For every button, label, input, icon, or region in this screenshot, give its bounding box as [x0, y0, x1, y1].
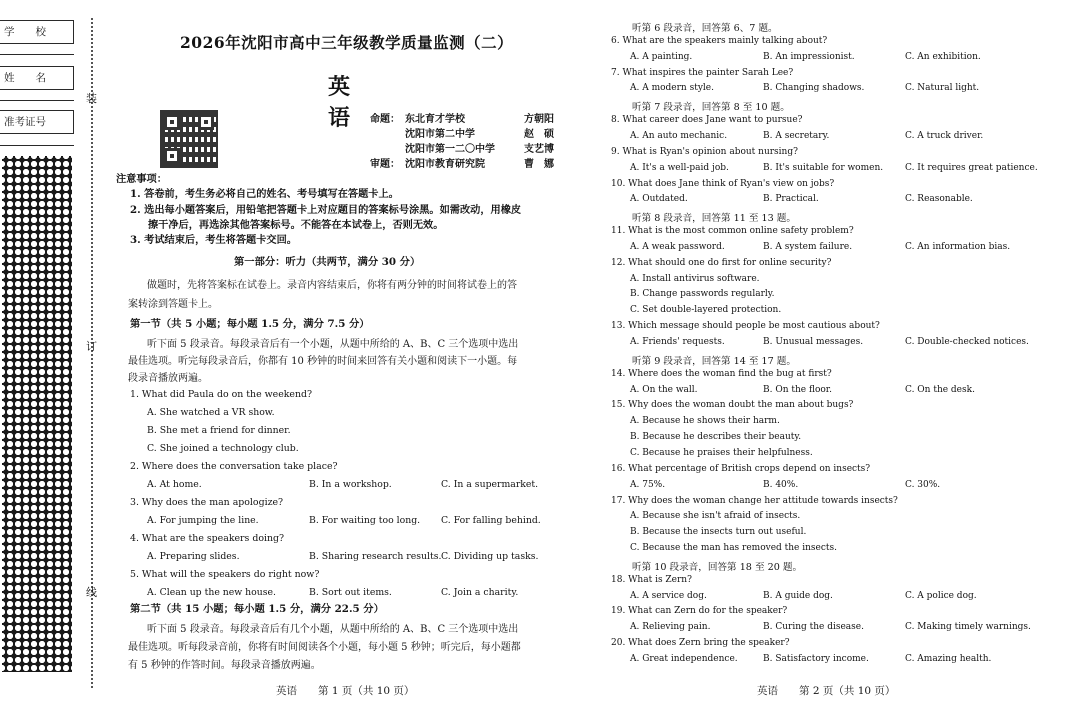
answer-option: B. It's suitable for women. — [763, 162, 884, 173]
answer-option: B. Practical. — [763, 194, 819, 205]
name-blank-line — [0, 100, 74, 101]
anti-copy-pattern — [2, 156, 72, 672]
question-stem: 18. What is Zern? — [611, 574, 692, 585]
exam-id-label: 准考证号 — [0, 110, 74, 134]
section2-heading: 第二节（共 15 小题；每小题 1.5 分，满分 22.5 分） — [130, 603, 384, 615]
section1-intro: 听下面 5 段录音。每段录音后有一个小题，从题中所给的 A、B、C 三个选项中选出 — [147, 339, 519, 350]
answer-option: A. Great independence. — [630, 654, 738, 664]
author-role-proposer: 命题： — [370, 114, 400, 125]
question-stem: 7. What inspires the painter Sarah Lee? — [611, 67, 794, 78]
answer-option: A. A service dog. — [630, 590, 707, 601]
section1-intro: 段录音播放两遍。 — [128, 373, 208, 384]
answer-option: C. Set double-layered protection. — [630, 305, 782, 316]
section2-intro: 最佳选项。听每段录音前，你将有时间阅读各个小题，每小题 5 秒钟；听完后，每小题都 — [128, 642, 521, 653]
answer-option: A. She watched a VR show. — [147, 407, 275, 418]
school-label: 学 校 — [0, 20, 74, 44]
page2-footer: 英语 第 2 页（共 10 页） — [757, 685, 896, 697]
recording-instruction: 听第 10 段录音，回答第 18 至 20 题。 — [632, 561, 803, 573]
section2-intro: 有 5 秒钟的作答时间。每段录音播放两遍。 — [128, 660, 321, 671]
answer-option: B. Changing shadows. — [763, 83, 865, 94]
author-name: 曹 娜 — [524, 159, 554, 170]
answer-option: B. A secretary. — [763, 130, 830, 141]
question-stem: 16. What percentage of British crops depend on insects? — [611, 463, 871, 474]
answer-option: C. For falling behind. — [441, 515, 541, 526]
question-stem: 13. Which message should people be most cautious about? — [611, 321, 880, 332]
question-stem: 19. What can Zern do for the speaker? — [611, 606, 788, 617]
notes-item: 擦干净后，再选涂其他答案标号。不能答在本试卷上，否则无效。 — [148, 219, 444, 231]
question-stem: 9. What is Ryan's opinion about nursing? — [611, 146, 798, 157]
answer-option: C. She joined a technology club. — [147, 443, 299, 454]
answer-option: B. In a workshop. — [309, 479, 392, 490]
question-stem: 3. Why does the man apologize? — [130, 497, 284, 508]
author-name: 赵 硕 — [524, 129, 554, 140]
author-name: 方朝阳 — [524, 114, 554, 125]
answer-option: A. Outdated. — [630, 194, 688, 205]
question-stem: 12. What should one do first for online security? — [611, 257, 832, 268]
section2-intro: 听下面 5 段录音。每段录音后有几个小题，从题中所给的 A、B、C 三个选项中选出 — [147, 624, 519, 635]
notes-heading: 注意事项： — [116, 173, 167, 185]
notes-item: 1. 答卷前，考生务必将自己的姓名、考号填写在答题卡上。 — [130, 188, 399, 200]
recording-instruction: 听第 9 段录音，回答第 14 至 17 题。 — [632, 355, 796, 367]
part1-heading: 第一部分：听力（共两节，满分 30 分） — [234, 256, 421, 268]
question-stem: 11. What is the most common online safety problem? — [611, 226, 854, 237]
author-org: 沈阳市第一二〇中学 — [405, 144, 495, 155]
question-stem: 10. What does Jane think of Ryan's view on jobs? — [611, 178, 835, 189]
question-stem: 17. Why does the woman change her attitude towards insects? — [611, 495, 898, 506]
exam-title: 2026年沈阳市高中三年级教学质量监测（二） — [180, 33, 514, 52]
answer-option: C. Dividing up tasks. — [441, 551, 539, 562]
answer-option: B. Change passwords regularly. — [630, 289, 775, 300]
answer-option: C. On the desk. — [905, 384, 975, 395]
answer-option: A. A modern style. — [630, 83, 714, 94]
answer-option: B. On the floor. — [763, 384, 832, 395]
question-stem: 15. Why does the woman doubt the man about bugs? — [611, 400, 854, 411]
answer-option: A. Install antivirus software. — [630, 273, 760, 284]
author-org: 沈阳市教育研究院 — [405, 159, 485, 170]
answer-option: A. Relieving pain. — [630, 622, 711, 633]
answer-option: C. An information bias. — [905, 241, 1011, 252]
author-name: 支艺博 — [524, 144, 554, 155]
answer-option: C. It requires great patience. — [905, 162, 1038, 173]
answer-option: C. Because he praises their helpfulness. — [630, 447, 813, 458]
subject-title: 英 语 — [327, 74, 409, 131]
answer-option: A. Friends' requests. — [630, 337, 725, 347]
answer-option: C. 30%. — [905, 479, 941, 490]
question-stem: 5. What will the speakers do right now? — [130, 569, 320, 580]
answer-option: A. An auto mechanic. — [630, 130, 728, 141]
answer-option: B. Because the insects turn out useful. — [630, 527, 807, 538]
notes-item: 3. 考试结束后，考生将答题卡交回。 — [130, 234, 297, 246]
question-stem: 14. Where does the woman find the bug at first? — [611, 368, 832, 379]
exam-id-blank-line — [0, 145, 74, 146]
answer-option: B. She met a friend for dinner. — [147, 425, 291, 436]
answer-option: C. Amazing health. — [905, 654, 992, 664]
answer-option: A. For jumping the line. — [147, 515, 259, 526]
question-stem: 1. What did Paula do on the weekend? — [130, 389, 313, 400]
answer-option: B. A system failure. — [763, 241, 853, 252]
recording-instruction: 听第 8 段录音，回答第 11 至 13 题。 — [632, 213, 796, 225]
answer-option: C. A truck driver. — [905, 130, 984, 141]
answer-option: A. It's a well-paid job. — [630, 162, 729, 173]
answer-option: A. Because he shows their harm. — [630, 416, 780, 427]
answer-option: B. An impressionist. — [763, 51, 855, 62]
question-stem: 8. What career does Jane want to pursue? — [611, 115, 803, 126]
seal-char-ding: 订 — [86, 340, 97, 353]
answer-option: A. Clean up the new house. — [147, 587, 276, 598]
answer-option: C. Join a charity. — [441, 587, 519, 598]
answer-option: B. Unusual messages. — [763, 337, 864, 347]
answer-option: A. On the wall. — [630, 384, 698, 395]
answer-option: A. At home. — [147, 479, 202, 490]
answer-option: A. 75%. — [630, 479, 666, 490]
part1-intro: 做题时，先将答案标在试卷上。录音内容结束后，你将有两分钟的时间将试卷上的答 — [147, 280, 517, 291]
answer-option: C. In a supermarket. — [441, 479, 539, 490]
recording-instruction: 听第 7 段录音，回答第 8 至 10 题。 — [632, 102, 790, 114]
section1-heading: 第一节（共 5 小题；每小题 1.5 分，满分 7.5 分） — [130, 318, 370, 330]
answer-option: B. Because he describes their beauty. — [630, 432, 802, 443]
question-stem: 20. What does Zern bring the speaker? — [611, 638, 790, 649]
answer-option: B. Sort out items. — [309, 587, 392, 598]
question-stem: 4. What are the speakers doing? — [130, 533, 285, 544]
answer-option: A. A painting. — [630, 51, 693, 62]
author-org: 东北育才学校 — [405, 114, 465, 125]
seal-char-xian: 线 — [86, 586, 97, 599]
question-stem: 2. Where does the conversation take place? — [130, 461, 338, 472]
page1-footer: 英语 第 1 页（共 10 页） — [276, 685, 415, 697]
school-blank-line — [0, 54, 74, 55]
answer-option: A. A weak password. — [630, 241, 725, 252]
part1-intro: 案转涂到答题卡上。 — [128, 299, 218, 310]
answer-option: C. Natural light. — [905, 83, 980, 94]
seal-char-zhuang: 装 — [86, 92, 97, 105]
answer-option: A. Because she isn't afraid of insects. — [630, 511, 801, 522]
answer-option: B. 40%. — [763, 479, 799, 490]
author-org: 沈阳市第二中学 — [405, 129, 475, 140]
answer-option: B. A guide dog. — [763, 590, 833, 601]
answer-option: B. Satisfactory income. — [763, 654, 869, 664]
recording-instruction: 听第 6 段录音，回答第 6、7 题。 — [632, 23, 778, 34]
answer-option: B. For waiting too long. — [309, 515, 421, 526]
answer-option: C. An exhibition. — [905, 51, 981, 62]
answer-option: B. Curing the disease. — [763, 622, 864, 633]
qr-code-icon — [160, 110, 218, 168]
answer-option: C. Making timely warnings. — [905, 622, 1031, 633]
answer-option: B. Sharing research results. — [309, 551, 442, 562]
answer-option: C. A police dog. — [905, 590, 977, 601]
question-stem: 6. What are the speakers mainly talking about? — [611, 35, 828, 46]
notes-item: 2. 选出每小题答案后，用铅笔把答题卡上对应题目的答案标号涂黑。如需改动，用橡皮 — [130, 204, 522, 216]
author-role-reviewer: 审题： — [370, 159, 400, 170]
name-label: 姓 名 — [0, 66, 74, 90]
answer-option: C. Double-checked notices. — [905, 337, 1029, 347]
answer-option: C. Reasonable. — [905, 194, 973, 205]
answer-option: C. Because the man has removed the insects. — [630, 543, 838, 554]
section1-intro: 最佳选项。听完每段录音后，你都有 10 秒钟的时间来回答有关小题和阅读下一小题。每 — [128, 356, 518, 367]
answer-option: A. Preparing slides. — [147, 551, 240, 562]
